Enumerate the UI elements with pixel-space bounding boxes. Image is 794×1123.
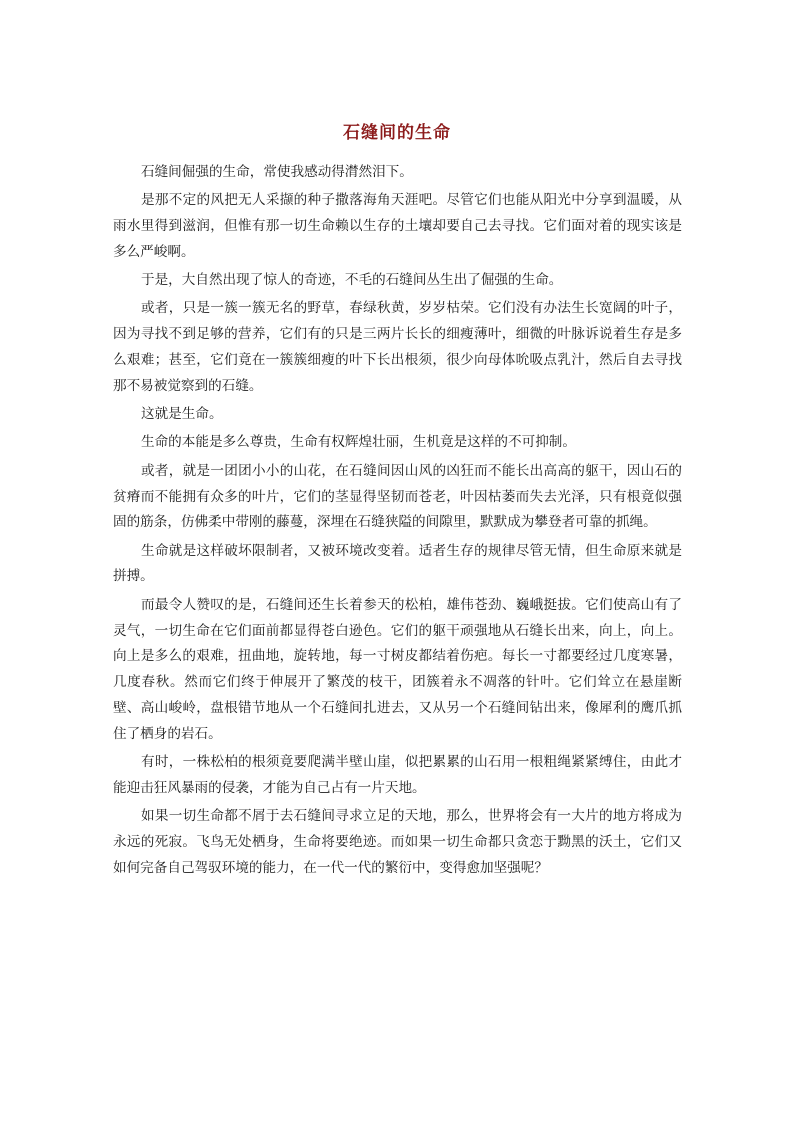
paragraph: 如果一切生命都不屑于去石缝间寻求立足的天地，那么，世界将会有一大片的地方将成为永远的死寂。飞鸟无处栖身，生命将要绝迹。而如果一切生命都只贪恋于黝黑的沃土，它们又如何完备自己驾驭环境的能力，在一代一代的繁衍中，变得愈加坚强呢？ [113,808,682,876]
paragraph: 或者，只是一簇一簇无名的野草，春绿秋黄，岁岁枯荣。它们没有办法生长宽阔的叶子，因为寻找不到足够的营养，它们有的只是三两片长长的细瘦薄叶，细微的叶脉诉说着生存是多么艰难；甚至，它们竟在一簇簇细瘦的叶下长出根须，很少向母体吮吸点乳汁，然后自去寻找那不易被觉察到的石缝。 [113,300,682,394]
paragraph: 而最令人赞叹的是，石缝间还生长着参天的松柏，雄伟苍劲、巍峨挺拔。它们使高山有了灵气，一切生命在它们面前都显得苍白逊色。它们的躯干顽强地从石缝长出来，向上，向上。向上是多么的艰难，扭曲地，旋转地，每一寸树皮都结着伤疤。每长一寸都要经过几度寒暑，几度春秋。然而它们终于伸展开了繁茂的枝干，团簇着永不凋落的针叶。它们耸立在悬崖断壁、高山峻岭，盘根错节地从一个石缝间扎进去，又从另一个石缝间钻出来，像犀利的鹰爪抓住了栖身的岩石。 [113,596,682,742]
paragraph: 生命就是这样破坏限制者，又被环境改变着。适者生存的规律尽管无情，但生命原来就是拼搏。 [113,542,682,585]
document-title: 石缝间的生命 [343,123,451,143]
paragraph: 有时，一株松柏的根须竟要爬满半壁山崖，似把累累的山石用一根粗绳紧紧缚住，由此才能迎击狂风暴雨的侵袭，才能为自己占有一片天地。 [113,754,682,796]
paragraph: 生命的本能是多么尊贵，生命有权辉煌壮丽，生机竟是这样的不可抑制。 [141,434,576,451]
document-body [113,160,682,884]
paragraph: 是那不定的风把无人采撷的种子撒落海角天涯吧。尽管它们也能从阳光中分享到温暖，从雨水里得到滋润，但惟有那一切生命赖以生存的土壤却要自己去寻找。它们面对着的现实该是多么严峻啊。 [113,192,682,260]
paragraph: 于是，大自然出现了惊人的奇迹，不毛的石缝间丛生出了倔强的生命。 [141,272,563,289]
paragraph: 或者，就是一团团小小的山花，在石缝间因山风的凶狂而不能长出高高的躯干，因山石的贫瘠而不能拥有众多的叶片，它们的茎显得坚韧而苍老，叶因枯萎而失去光泽，只有根竟似强固的筋条，仿佛柔中带刚的藤蔓，深埋在石缝狭隘的间隙里，默默成为攀登者可靠的抓绳。 [113,462,682,531]
paragraph: 这就是生命。 [141,406,223,423]
paragraph: 石缝间倔强的生命，常使我感动得潸然泪下。 [141,164,413,180]
